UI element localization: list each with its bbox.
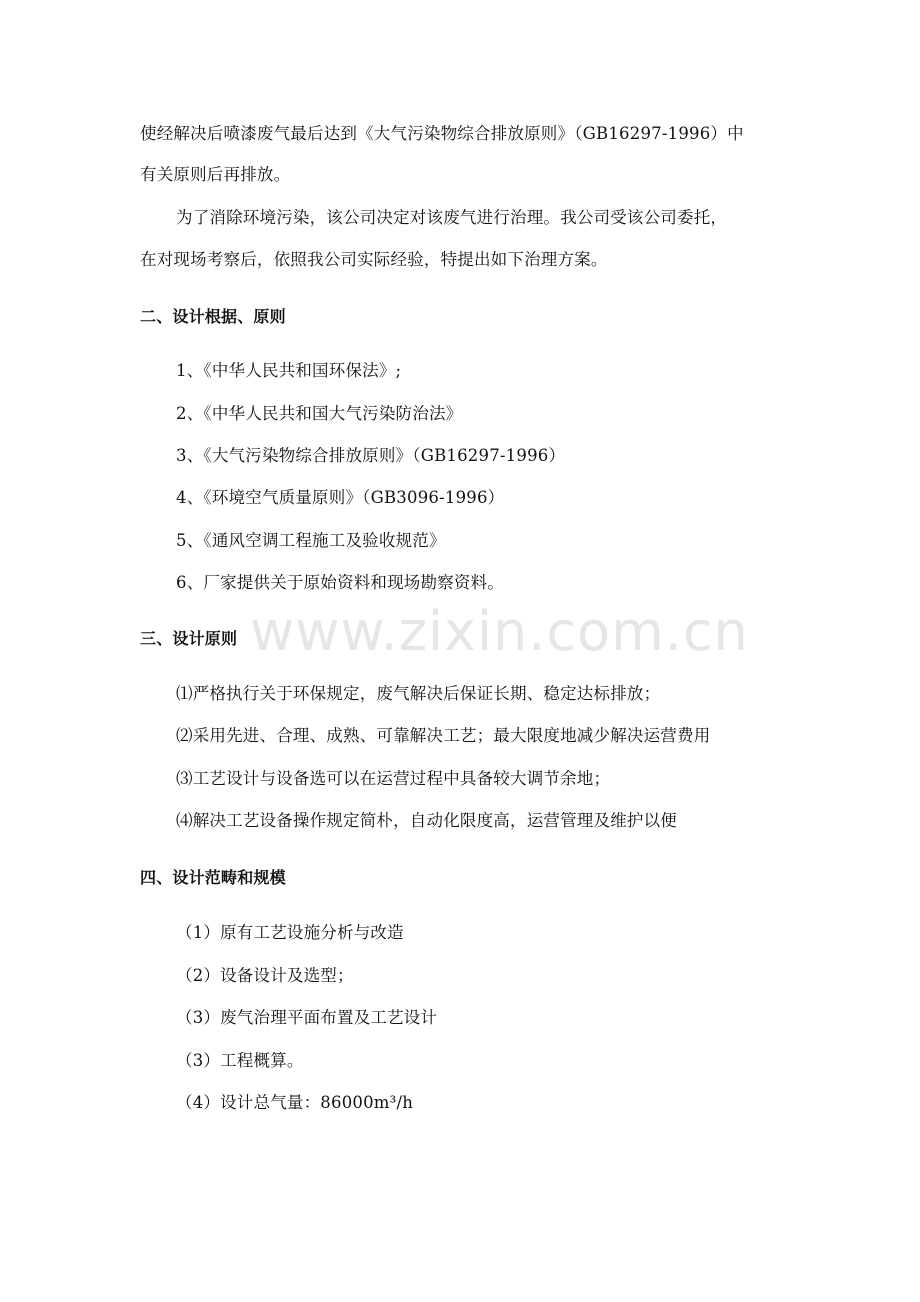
section-2-item: 2、《中华人民共和国大气污染防治法》 — [176, 404, 463, 423]
section-3-item: ⑷解决工艺设备操作规定简朴，自动化限度高，运营管理及维护以便 — [176, 811, 677, 830]
section-2-item: 4、《环境空气质量原则》（GB3096-1996） — [176, 488, 505, 507]
section-3-item: ⑵采用先进、合理、成熟、可靠解决工艺；最大限度地减少解决运营费用 — [176, 726, 711, 745]
section-2-heading: 二、设计根据、原则 — [140, 307, 286, 326]
intro-line-3: 为了消除环境污染，该公司决定对该废气进行治理。我公司受该公司委托， — [176, 208, 728, 227]
section-4-item: （2）设备设计及选型； — [176, 966, 354, 985]
section-4-item: （4）设计总气量：86000m³/h — [176, 1093, 414, 1112]
watermark: www.zixin.com.cn — [250, 600, 749, 663]
section-2-item: 1、《中华人民共和国环保法》; — [176, 361, 402, 380]
section-3-item: ⑴严格执行关于环保规定，废气解决后保证长期、稳定达标排放； — [176, 684, 661, 703]
section-3-item: ⑶工艺设计与设备选可以在运营过程中具备较大调节余地； — [176, 769, 611, 788]
intro-line-2: 有关原则后再排放。 — [140, 165, 291, 184]
section-4-item: （3）废气治理平面布置及工艺设计 — [176, 1008, 438, 1027]
intro-line-1: 使经解决后喷漆废气最后达到《大气污染物综合排放原则》（GB16297-1996）中 — [140, 124, 744, 143]
section-4-item: （3）工程概算。 — [176, 1051, 304, 1070]
section-4-item: （1）原有工艺设施分析与改造 — [176, 923, 404, 942]
section-2-item: 5、《通风空调工程施工及验收规范》 — [176, 531, 446, 550]
section-2-item: 6、厂家提供关于原始资料和现场勘察资料。 — [176, 573, 504, 592]
section-2-item: 3、《大气污染物综合排放原则》（GB16297-1996） — [176, 446, 566, 465]
section-4-heading: 四、设计范畴和规模 — [140, 868, 286, 887]
section-3-heading: 三、设计原则 — [140, 629, 238, 648]
intro-line-4: 在对现场考察后，依照我公司实际经验，特提出如下治理方案。 — [140, 250, 608, 269]
